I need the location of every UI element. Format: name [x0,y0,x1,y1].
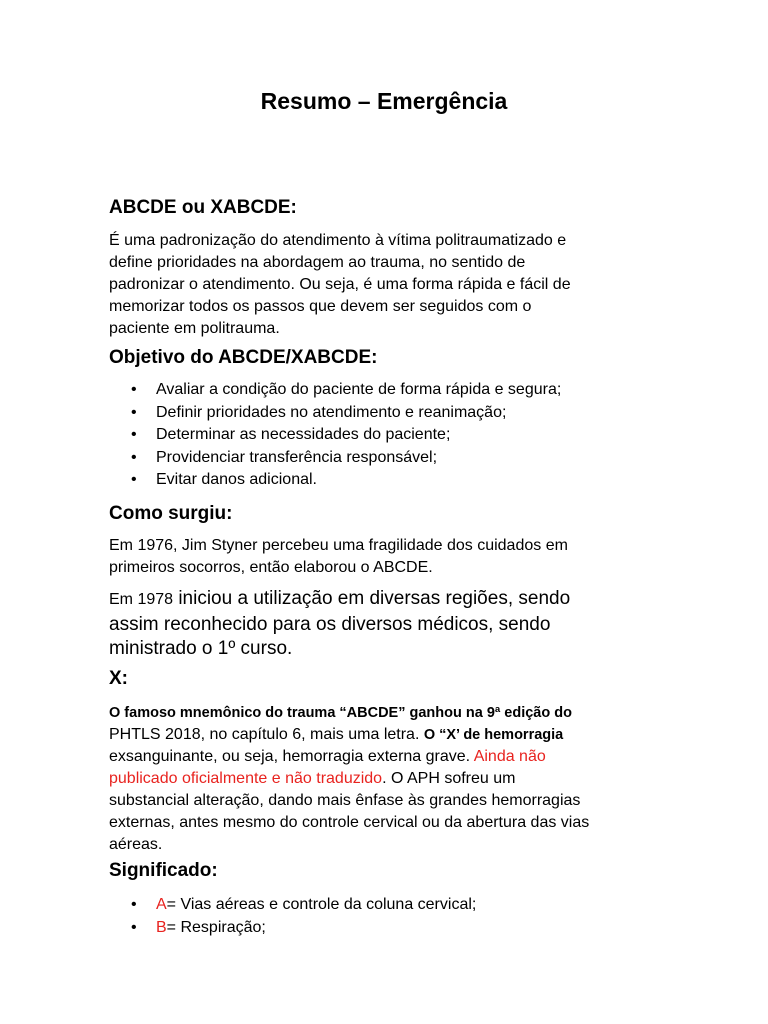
section-heading-abcde: ABCDE ou XABCDE: [109,197,297,218]
section-paragraph-como-surgiu [109,535,654,579]
bullet-icon: • [131,426,137,443]
text-fragment: exsanguinante, ou seja, hemorragia externa grave. [109,748,474,765]
list-item-text: Determinar as necessidades do paciente; [156,426,451,443]
list-item-text: Avaliar a condição do paciente de forma rápida e segura; [156,381,562,398]
bullet-icon: • [131,896,137,913]
text-fragment-bold: O “X’ de hemorragia [423,727,564,743]
page-title: Resumo – Emergência [260,88,508,114]
section-paragraph-abcde [109,230,654,340]
text-line: substancial alteração, dando mais ênfase às grandes hemorragias [109,792,581,809]
list-item [109,469,561,492]
bullet-icon: • [131,918,137,936]
text-line [109,587,654,613]
text-line: primeiros socorros, então elaborou o ABCDE. [109,559,433,576]
bullet-icon: • [131,471,137,488]
list-item-text: Evitar danos adicional. [156,471,317,488]
text-fragment: . O APH sofreu um [382,770,516,787]
text-line: define prioridades na abordagem ao trauma, no sentido de [109,254,526,271]
list-item [109,917,476,940]
section-heading-x: X: [109,668,128,689]
text-fragment-red: publicado oficialmente e não traduzido [109,770,383,787]
section-paragraph-1978 [109,587,654,662]
text-line: externas, antes mesmo do controle cervical ou da abertura das vias [109,814,590,831]
text-line: assim reconhecido para os diversos médicos, sendo [109,613,551,635]
letter-label: A [156,896,167,913]
text-line: O famoso mnemônico do trauma “ABCDE” ganhou na 9ª edição do [109,705,572,721]
list-item-text: = Vias aéreas e controle da coluna cervical; [166,896,477,913]
text-line [109,724,654,746]
list-item [109,402,561,425]
text-line [109,746,654,768]
list-item-text: = Respiração; [166,918,266,936]
objetivo-bullet-list [109,379,561,492]
text-line [109,768,654,790]
list-item-text: Definir prioridades no atendimento e reanimação; [156,403,507,421]
text-line: padronizar o atendimento. Ou seja, é uma forma rápida e fácil de [109,276,571,293]
section-heading-objetivo: Objetivo do ABCDE/XABCDE: [109,347,378,368]
significado-bullet-list [109,894,476,939]
list-item-text: Providenciar transferência responsável; [156,448,438,466]
list-item [109,894,476,917]
text-line: aéreas. [109,836,163,853]
bullet-icon: • [131,448,137,466]
letter-label: B [156,918,167,936]
text-line: memorizar todos os passos que devem ser seguidos com o [109,298,532,315]
list-item [109,379,561,402]
text-line: Em 1976, Jim Styner percebeu uma fragilidade dos cuidados em [109,537,568,554]
bullet-icon: • [131,381,137,398]
list-item [109,424,561,447]
text-fragment: iniciou a utilização em diversas regiões, sendo [173,588,571,609]
section-heading-significado: Significado: [109,860,218,881]
text-fragment-red: Ainda não [473,748,546,765]
text-line: ministrado o 1º curso. [109,638,293,659]
text-line: É uma padronização do atendimento à vítima politraumatizado e [109,232,567,249]
section-paragraph-x [109,702,654,856]
year-lead: Em 1978 [109,591,174,608]
text-line: paciente em politrauma. [109,320,280,337]
list-item [109,447,561,470]
section-heading-como-surgiu: Como surgiu: [109,503,233,524]
text-fragment: PHTLS 2018, no capítulo 6, mais uma letra. [109,726,424,743]
bullet-icon: • [131,403,137,421]
